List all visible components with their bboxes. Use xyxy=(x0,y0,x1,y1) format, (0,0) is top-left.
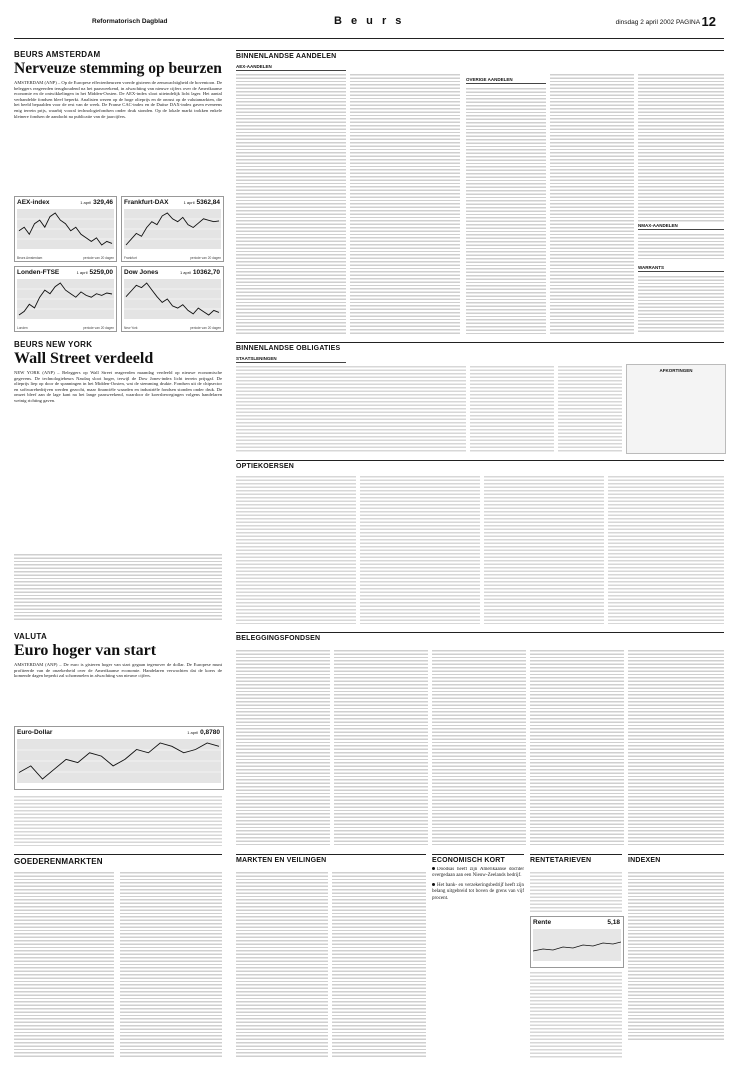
optiekoersen-section xyxy=(236,460,724,470)
warrants-header: WARRANTS xyxy=(638,264,724,272)
aex-table-1 xyxy=(236,72,346,334)
index-line xyxy=(124,209,221,249)
newyork-headline: Wall Street verdeeld xyxy=(14,350,154,367)
index-line xyxy=(17,739,221,783)
rente-chart xyxy=(530,916,624,968)
obligaties-table-3 xyxy=(558,364,622,452)
aex-chart: AEX-index 1 april 329,46 Beurs Amsterdam periode van 20 dagen xyxy=(14,196,117,262)
obligaties-section xyxy=(236,342,724,363)
rente-table-2 xyxy=(530,970,622,1058)
index-value: 10362,70 xyxy=(192,269,220,276)
fondsen-title: BELEGGINGSFONDSEN xyxy=(236,632,724,642)
indexen-section xyxy=(628,854,724,864)
nmax-header: NMAX-AANDELEN xyxy=(638,222,724,230)
rente-table-1 xyxy=(530,870,622,912)
amsterdam-kicker: BEURS AMSTERDAM xyxy=(14,50,101,59)
aex-table-2 xyxy=(350,72,460,334)
markten-title: MARKTEN EN VEILINGEN xyxy=(236,854,426,864)
afkortingen-title: AFKORTINGEN xyxy=(659,368,693,373)
fondsen-table-4 xyxy=(530,648,624,846)
index-line xyxy=(124,279,221,319)
aandelen-section xyxy=(236,50,724,71)
index-value-block: 1 april 0,8780 xyxy=(187,729,220,736)
american-stocks-table xyxy=(14,552,222,622)
section-title: B e u r s xyxy=(334,15,405,27)
goederen-table-left xyxy=(14,870,114,1058)
amsterdam-article: AMSTERDAM (ANP) – Op de Europese effectenbeurzen voerde gisteren de zenuwachtigheid de boventoon. De beleggers reageerden terughoudend na het paasweekend, in afwachting van nieuwe cijfers over de Amerikaanse economie en de ontwikkelingen in het Midden-Oosten. De AEX-index sloot uiteindelijk licht lager. Het aantal verhandelde fondsen bleef beperkt. Analisten wezen op de hoge olieprijs en de onrust op de valutamarkten, die het beeld bepaalden voor de rest van de week. De Franse CAC-index en de Duitse DAX-index gaven eveneens enig terrein prijs, waarbij vooral technologiefondsen onder druk stonden. Op de lokale markt trokken enkele kleinere fondsen de aandacht na publicatie van de jaarcijfers. xyxy=(14,80,222,119)
dowjones-chart: Dow Jones 1 april 10362,70 New York periode van 20 dagen xyxy=(121,266,224,332)
goederen-table-right xyxy=(120,870,222,1058)
left-column xyxy=(14,50,222,206)
index-name: Frankfurt-DAX xyxy=(124,199,169,206)
newspaper-name: Reformatorisch Dagblad xyxy=(92,18,168,25)
bullet-icon xyxy=(432,883,435,886)
amsterdam-headline: Nerveuze stemming op beurzen xyxy=(14,60,222,77)
obligaties-table-2 xyxy=(470,364,554,452)
fondsen-table-2 xyxy=(334,648,428,846)
overige-table-3 xyxy=(638,72,724,222)
economisch-section xyxy=(432,854,524,1051)
index-name: Euro-Dollar xyxy=(17,729,53,736)
markten-table-2 xyxy=(332,870,426,1058)
issue-date: dinsdag 2 april 2002 xyxy=(615,19,675,26)
index-name: Dow Jones xyxy=(124,269,159,276)
nmax-table xyxy=(638,232,724,260)
page-label: PAGINA xyxy=(675,19,700,26)
index-value-block: 1 april 5362,84 xyxy=(183,199,220,206)
euro-dollar-chart xyxy=(14,726,224,790)
date-page xyxy=(616,14,716,29)
newspaper-page xyxy=(14,8,724,1060)
options-table-1 xyxy=(236,474,356,624)
index-value-block: 1 april 10362,70 xyxy=(179,269,220,276)
index-name: AEX-index xyxy=(17,199,50,206)
economisch-title: ECONOMISCH KORT xyxy=(432,854,524,864)
fondsen-table-3 xyxy=(432,648,526,846)
overige-table-1 xyxy=(466,86,546,334)
rente-line xyxy=(533,929,621,961)
indexen-table xyxy=(628,870,724,1040)
options-table-4 xyxy=(608,474,724,624)
warrants-table xyxy=(638,274,724,334)
staatsleningen-table xyxy=(236,364,466,452)
optiekoersen-title: OPTIEKOERSEN xyxy=(236,460,724,470)
markten-section xyxy=(236,854,426,864)
goederen-section xyxy=(14,854,222,866)
exchange-rates-table xyxy=(14,794,222,846)
valuta-headline: Euro hoger van start xyxy=(14,642,157,659)
rente-chart-value: 5,18 xyxy=(607,919,620,926)
newyork-article xyxy=(14,340,222,526)
fondsen-table-1 xyxy=(236,648,330,846)
options-table-3 xyxy=(484,474,604,624)
fondsen-table-5 xyxy=(628,648,724,846)
valuta-kicker: VALUTA xyxy=(14,632,48,641)
markten-table-1 xyxy=(236,870,328,1058)
rente-title: RENTETARIEVEN xyxy=(530,854,622,864)
valuta-body: AMSTERDAM (ANP) – De euro is gisteren hoger van start gegaan tegenover de dollar. De Europese munt profiteerde van de onzekerheid over de Amerikaanse economie. Handelaren verwachten dat de koers de komende dagen beperkt zal schommelen in afwachting van nieuwe cijfers. xyxy=(14,662,222,679)
rente-section xyxy=(530,854,622,864)
index-name: Londen-FTSE xyxy=(17,269,60,276)
news-item: Het bank- en verzekeringsbedrijf heeft zijn belang uitgebreid tot boven de grens van vijf procent. xyxy=(432,882,524,901)
index-value-block: 1 april 5259,00 xyxy=(76,269,113,276)
masthead xyxy=(14,8,724,39)
overige-header: OVERIGE AANDELEN xyxy=(466,76,546,84)
aex-aandelen-header: AEX-AANDELEN xyxy=(236,63,346,71)
options-table-2 xyxy=(360,474,480,624)
rente-chart-title: Rente xyxy=(533,919,552,926)
goederen-title: GOEDERENMARKTEN xyxy=(14,854,222,866)
index-line xyxy=(17,209,114,249)
index-line xyxy=(17,279,114,319)
obligaties-title: BINNENLANDSE OBLIGATIES xyxy=(236,342,724,352)
index-value: 5259,00 xyxy=(89,269,113,276)
index-value: 5362,84 xyxy=(196,199,220,206)
news-item: Doodsas heeft zijn Amerikaanse dochter overgedaan aan een Nieuw-Zeelands bedrijf. xyxy=(432,867,524,879)
index-value: 0,8780 xyxy=(200,729,220,736)
index-value: 329,46 xyxy=(93,199,113,206)
overige-table-2 xyxy=(550,72,634,334)
newyork-kicker: BEURS NEW YORK xyxy=(14,340,93,349)
page-number: 12 xyxy=(701,14,716,29)
economisch-body xyxy=(432,867,524,1051)
valuta-article xyxy=(14,632,222,708)
dax-chart: Frankfurt-DAX 1 april 5362,84 Frankfurt periode van 20 dagen xyxy=(121,196,224,262)
fondsen-section xyxy=(236,632,724,642)
staatsleningen-header: STAATSLENINGEN xyxy=(236,355,346,363)
bullet-icon xyxy=(432,867,435,870)
newyork-body: NEW YORK (ANP) – Beleggers op Wall Street reageerden maandag verdeeld op nieuwe economische gegevens. De technologiebeurs Nasdaq sloot hoger, terwijl de Dow Jones-index licht terrein prijsgaf. De olieprijs liep op door de spanningen in het Midden-Oosten, wat de stemming drukte. Fondsen uit de chipsector en softwarebedrijven werden gezocht, maar financiële waarden en industriële fondsen stonden onder druk. De omzet bleef aan de lage kant na het lange paasweekend, waardoor de koersbewegingen volgens handelaren weinig richting gaven. xyxy=(14,370,222,403)
aandelen-title: BINNENLANDSE AANDELEN xyxy=(236,50,724,60)
indexen-title: INDEXEN xyxy=(628,854,724,864)
ftse-chart: Londen-FTSE 1 april 5259,00 Londen periode van 20 dagen xyxy=(14,266,117,332)
index-value-block: 1 april 329,46 xyxy=(80,199,113,206)
afkortingen-box xyxy=(626,364,726,454)
